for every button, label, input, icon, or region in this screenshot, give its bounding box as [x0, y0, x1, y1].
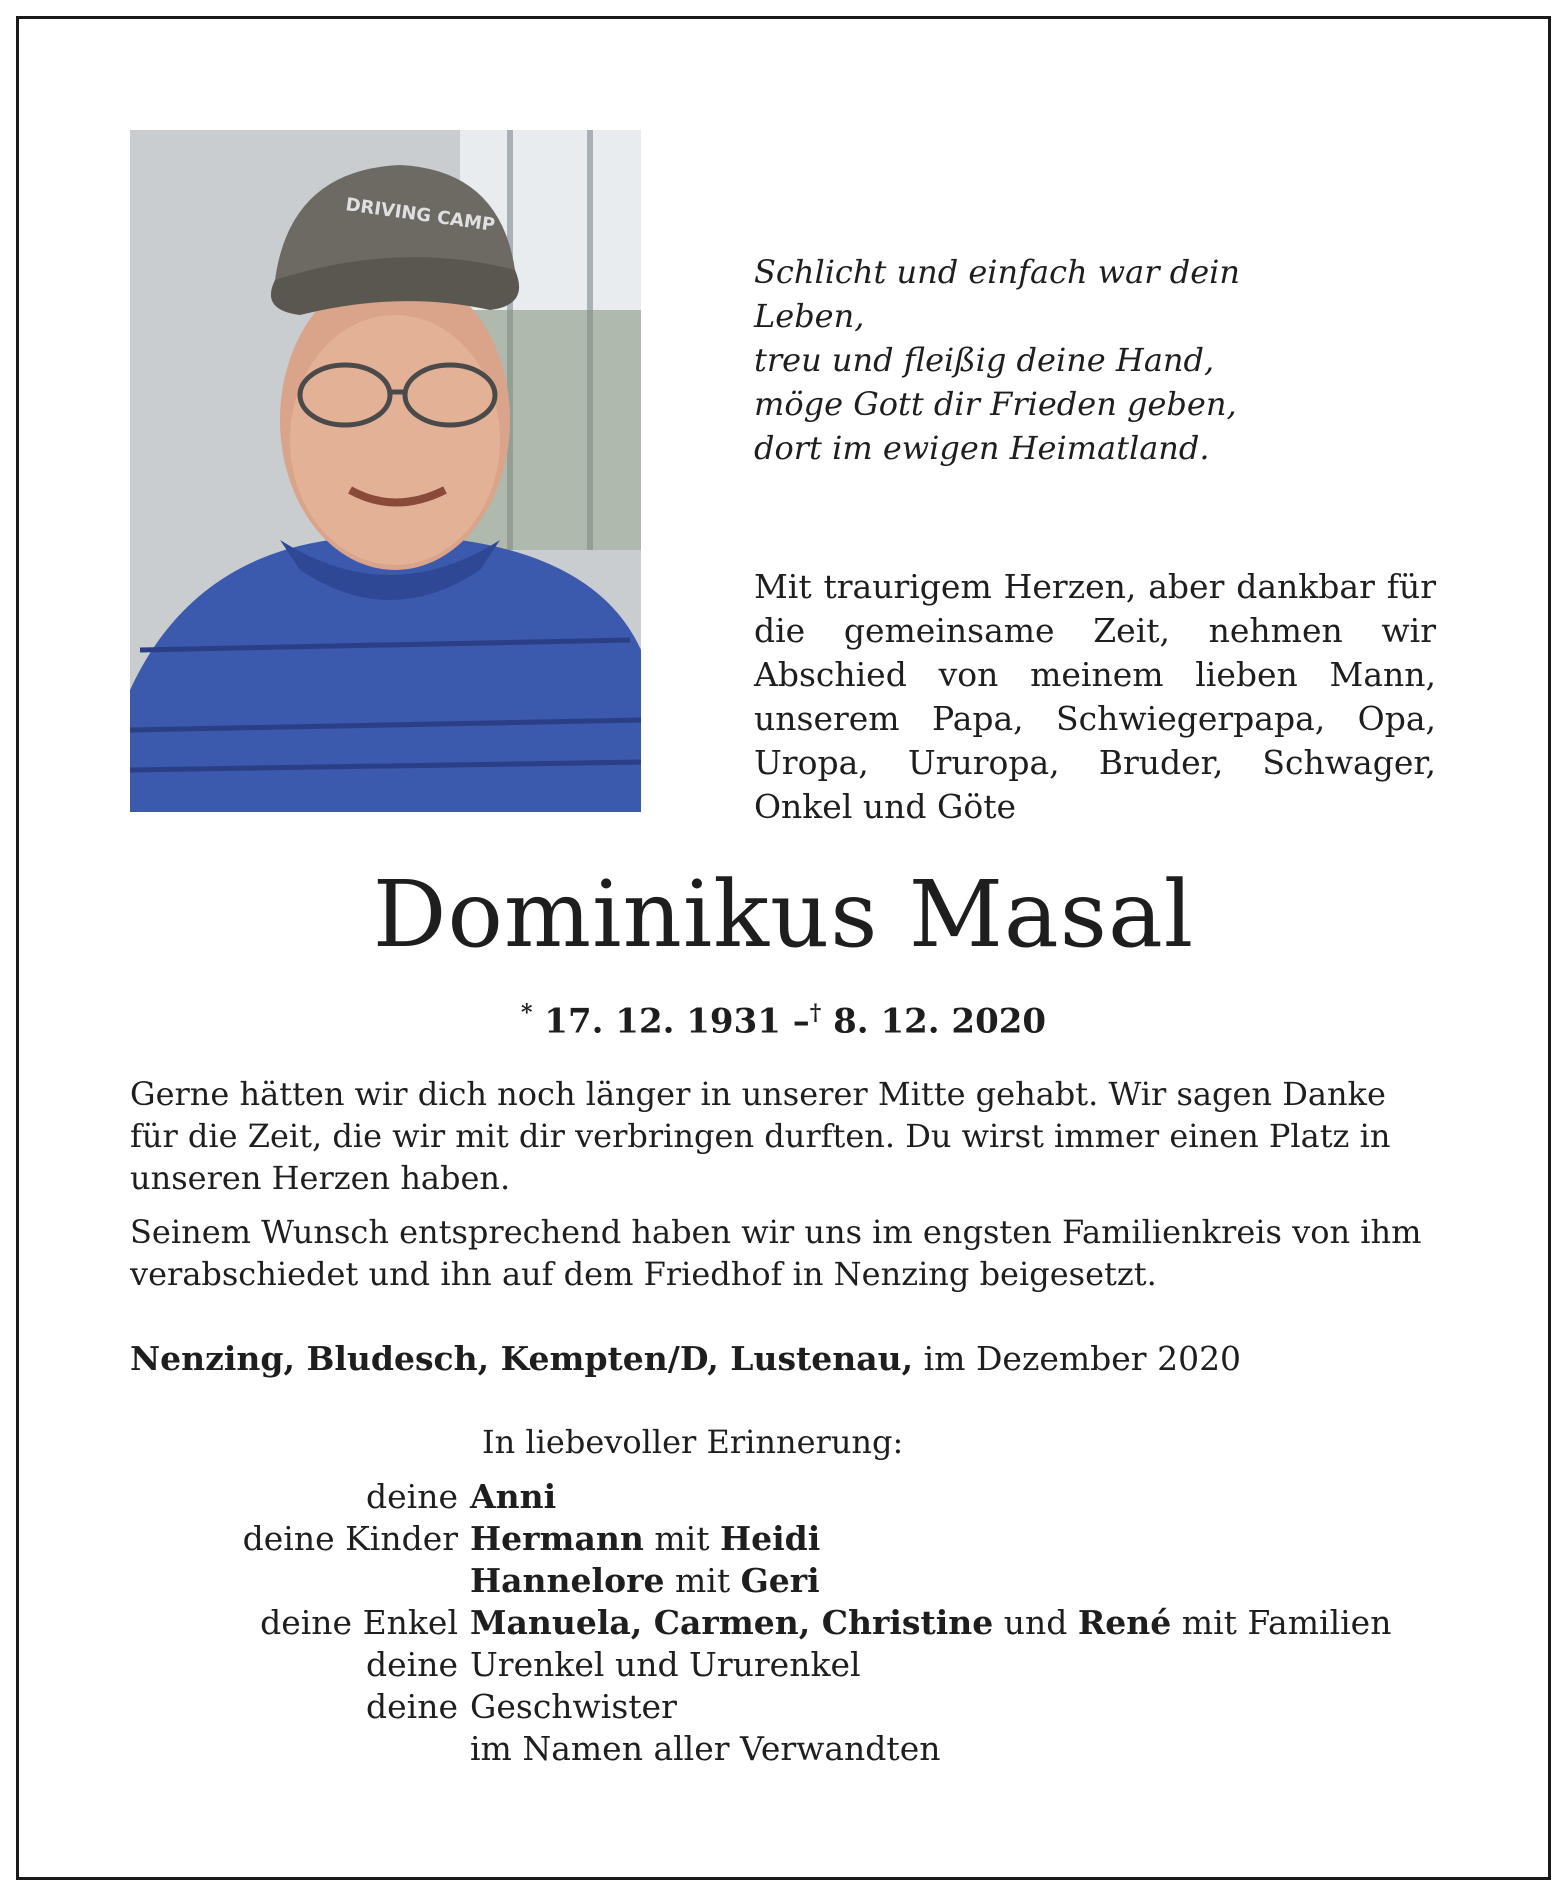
life-dates	[0, 992, 1567, 1042]
mourner-text: im Namen aller Verwandten	[470, 1729, 941, 1768]
issue-date: im Dezember 2020	[923, 1339, 1242, 1378]
portrait-photo	[130, 130, 641, 812]
message-body	[130, 1073, 1435, 1307]
poem-line: dort im ewigen Heimatland.	[754, 429, 1210, 467]
relation-label: deine	[366, 1645, 458, 1684]
remembrance-heading: In liebevoller Erinnerung:	[482, 1423, 904, 1461]
mourner-name: Manuela, Carmen, Christine	[470, 1603, 994, 1642]
locations: Nenzing, Bludesch, Kempten/D, Lustenau,	[130, 1339, 914, 1378]
mourner-row	[130, 1602, 1435, 1644]
mourner-name: Geri	[740, 1561, 820, 1600]
relation-label: deine	[366, 1687, 458, 1726]
connector-text: und	[1003, 1603, 1068, 1642]
birth-star-symbol: *	[520, 1000, 533, 1026]
poem	[754, 250, 1354, 470]
date-separator: –	[792, 1001, 810, 1042]
death-cross-symbol: †	[809, 1000, 822, 1026]
deceased-name: Dominikus Masal	[372, 861, 1195, 968]
message-paragraph: Gerne hätten wir dich noch länger in unserer Mitte gehabt. Wir sagen Danke für die Zeit, die wir mit dir verbringen durften. Du wirst immer einen Platz in unseren Herzen haben.	[130, 1075, 1391, 1197]
cap-logo-text: DRIVING CAMP	[344, 194, 497, 236]
mourner-row	[130, 1518, 1435, 1560]
intro-text	[754, 565, 1436, 829]
poem-line: Schlicht und einfach war dein Leben,	[754, 253, 1240, 335]
mourner-row	[130, 1560, 1435, 1602]
connector-text: mit	[654, 1519, 710, 1558]
connector-text: mit Familien	[1181, 1603, 1392, 1642]
relation-label	[130, 1728, 470, 1770]
relation-label: deine Enkel	[260, 1603, 458, 1642]
portrait-illustration	[130, 130, 641, 812]
message-paragraph: Seinem Wunsch entsprechend haben wir uns im engsten Familienkreis von ihm verabschiedet und ihn auf dem Friedhof in Nenzing beigesetzt.	[130, 1213, 1422, 1293]
mourner-name: Anni	[470, 1477, 557, 1516]
poem-line: treu und fleißig deine Hand,	[754, 341, 1215, 379]
place-and-date	[130, 1338, 1435, 1380]
mourners-list	[130, 1476, 1435, 1770]
mourner-row	[130, 1476, 1435, 1518]
death-date: 8. 12. 2020	[833, 1001, 1047, 1042]
poem-line: möge Gott dir Frieden geben,	[754, 385, 1237, 423]
mourner-name: Hannelore	[470, 1561, 665, 1600]
mourner-text: Geschwister	[470, 1687, 677, 1726]
mourner-row	[130, 1644, 1435, 1686]
relation-label: deine	[366, 1477, 458, 1516]
birth-date: 17. 12. 1931	[544, 1001, 781, 1042]
connector-text: mit	[674, 1561, 731, 1600]
relation-label	[130, 1560, 470, 1602]
intro-paragraph: Mit traurigem Herzen, aber dankbar für die gemeinsame Zeit, nehmen wir Abschied von meinem lieben Mann, unserem Papa, Schwiegerpapa, Opa, Uropa, Ururopa, Bruder, Schwager, Onkel und Göte	[754, 567, 1436, 826]
mourner-text: Urenkel und Ururenkel	[470, 1645, 861, 1684]
mourner-name: Heidi	[719, 1519, 821, 1558]
mourner-row	[130, 1686, 1435, 1728]
mourner-row	[130, 1728, 1435, 1770]
mourner-name: Hermann	[470, 1519, 644, 1558]
mourner-name: René	[1077, 1603, 1172, 1642]
relation-label: deine Kinder	[242, 1519, 458, 1558]
